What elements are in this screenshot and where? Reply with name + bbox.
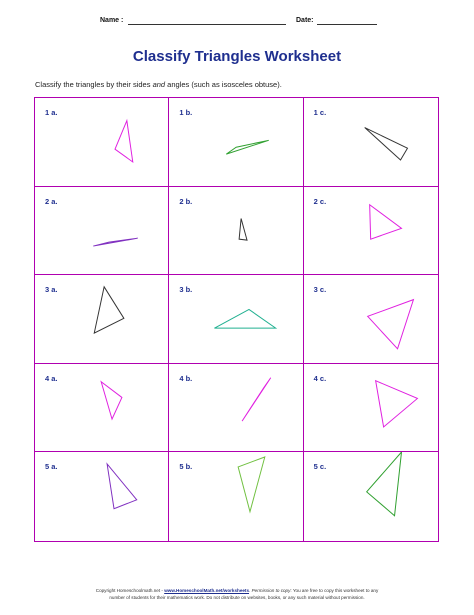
triangle-shape bbox=[367, 300, 413, 349]
problem-cell bbox=[169, 452, 303, 541]
triangle-figure bbox=[35, 275, 168, 363]
footer-line-2: number of students for their mathematics work. Do not distribute on websites, books, or any such material without permission. bbox=[109, 594, 365, 600]
problem-label: 1 c. bbox=[313, 108, 327, 117]
triangle-figure bbox=[169, 187, 302, 275]
problem-cell bbox=[169, 364, 303, 453]
triangle-shape bbox=[375, 381, 417, 427]
triangle-shape bbox=[93, 238, 137, 246]
instructions bbox=[35, 80, 455, 89]
triangle-shape bbox=[239, 218, 247, 240]
problem-label: 3 a. bbox=[45, 285, 58, 295]
instructions-text-before: Classify the triangles by their sides bbox=[35, 80, 153, 89]
triangle-shape bbox=[242, 378, 271, 421]
triangle-figure bbox=[169, 98, 302, 186]
triangle-figure bbox=[35, 98, 168, 186]
triangle-shape bbox=[369, 204, 401, 238]
name-label: Name : bbox=[100, 17, 124, 24]
problem-label: 5 c. bbox=[313, 462, 327, 472]
problem-cell bbox=[304, 452, 438, 541]
instructions-text-italic: and bbox=[152, 80, 166, 89]
problem-cell bbox=[169, 275, 303, 364]
footer bbox=[0, 588, 474, 601]
triangle-shape bbox=[366, 452, 401, 516]
triangle-figure bbox=[304, 364, 438, 452]
triangle-figure bbox=[169, 275, 302, 363]
problem-cell bbox=[304, 364, 438, 453]
problem-label: 5 a. bbox=[45, 462, 58, 472]
triangle-shape bbox=[215, 310, 276, 329]
problem-cell bbox=[35, 364, 169, 453]
problem-cell bbox=[35, 187, 169, 276]
problem-label: 1 a. bbox=[45, 108, 58, 117]
triangle-figure bbox=[35, 364, 168, 452]
problem-cell bbox=[169, 187, 303, 276]
footer-link[interactable]: www.HomeschoolMath.net/worksheets bbox=[164, 588, 250, 593]
triangle-figure bbox=[169, 452, 302, 541]
problem-cell bbox=[304, 187, 438, 276]
problem-label: 2 b. bbox=[179, 196, 193, 206]
problem-cell bbox=[304, 98, 438, 187]
instructions-text-after: angles (such as isosceles obtuse). bbox=[165, 80, 282, 89]
triangle-figure bbox=[35, 452, 168, 541]
problem-label: 2 a. bbox=[45, 196, 58, 206]
triangle-shape bbox=[238, 457, 265, 512]
problem-label: 4 c. bbox=[313, 373, 327, 383]
footer-separator: . bbox=[249, 588, 252, 593]
triangle-figure bbox=[169, 364, 302, 452]
triangle-figure bbox=[304, 187, 438, 275]
problem-label: 4 b. bbox=[179, 373, 193, 383]
triangle-shape bbox=[101, 382, 122, 419]
problem-label: 4 a. bbox=[45, 373, 58, 383]
triangle-figure bbox=[304, 452, 438, 541]
footer-permission-text: : You are free to copy this worksheet to any bbox=[290, 588, 379, 593]
triangle-figure bbox=[304, 98, 438, 186]
triangle-shape bbox=[115, 121, 133, 162]
problem-cell bbox=[169, 98, 303, 187]
triangle-figure bbox=[304, 275, 438, 363]
triangle-shape bbox=[94, 287, 124, 333]
date-label: Date: bbox=[296, 17, 314, 24]
problem-label: 1 b. bbox=[179, 108, 193, 117]
problem-cell bbox=[35, 452, 169, 541]
page-title: Classify Triangles Worksheet bbox=[132, 48, 342, 65]
problems-grid bbox=[34, 97, 439, 542]
footer-permission: Permission to copy bbox=[251, 588, 291, 593]
footer-copyright: Copyright Homeschoolmath.net - bbox=[95, 588, 165, 593]
triangle-shape bbox=[107, 464, 137, 509]
header-row bbox=[0, 17, 474, 29]
problem-label: 3 c. bbox=[313, 285, 327, 295]
name-line bbox=[128, 24, 286, 25]
problem-cell bbox=[35, 98, 169, 187]
problem-cell bbox=[304, 275, 438, 364]
date-line bbox=[317, 24, 377, 25]
problem-label: 2 c. bbox=[313, 196, 327, 206]
triangle-figure bbox=[35, 187, 168, 275]
triangle-shape bbox=[364, 128, 407, 160]
problem-label: 5 b. bbox=[179, 462, 193, 472]
problem-cell bbox=[35, 275, 169, 364]
problem-label: 3 b. bbox=[179, 285, 193, 295]
triangle-shape bbox=[227, 140, 269, 154]
